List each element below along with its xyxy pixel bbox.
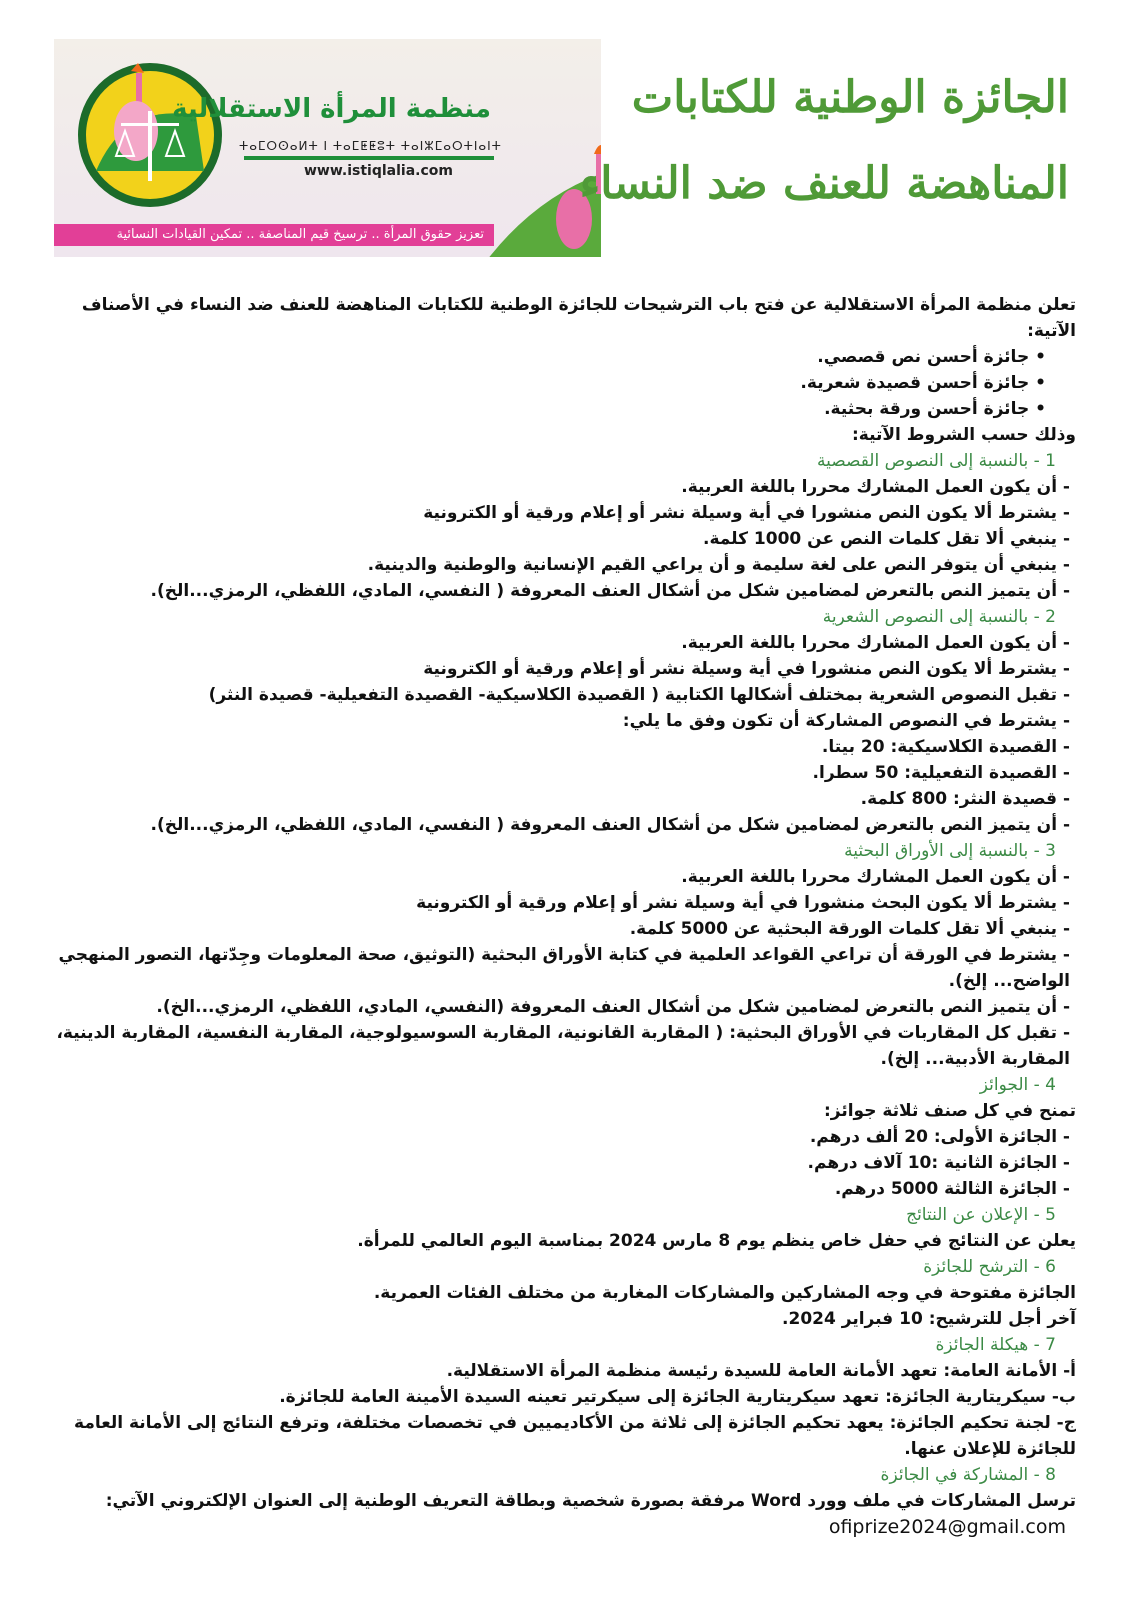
results-text: يعلن عن النتائج في حفل خاص ينظم يوم 8 مارس 2024 بمناسبة اليوم العالمي للمرأة. xyxy=(357,1231,1076,1251)
intro-text: تعلن منظمة المرأة الاستقلالية عن فتح باب الترشيحات للجائزة الوطنية للكتابات المناهضة للعنف ضد النساء في الأصناف الآتية: xyxy=(81,295,1076,341)
condition-item: - يشترط ألا يكون النص منشورا في أية وسيلة نشر أو إعلام ورقية أو الكترونية xyxy=(423,503,1070,523)
header-banner xyxy=(54,39,601,257)
condition-item: - يشترط ألا يكون النص منشورا في أية وسيلة نشر أو إعلام ورقية أو الكترونية xyxy=(423,659,1070,679)
page-title-line2: المناهضة للعنف ضد النساء xyxy=(579,158,1069,209)
section-heading: 5 - الإعلان عن النتائج xyxy=(906,1205,1056,1225)
structure-item: أ- الأمانة العامة: تعهد الأمانة العامة للسيدة رئيسة منظمة المرأة الاستقلالية. xyxy=(446,1361,1076,1381)
conditions-intro: وذلك حسب الشروط الآتية: xyxy=(851,425,1076,445)
organization-name-arabic: منظمة المرأة الاستقلالية xyxy=(172,94,491,124)
banner-slogan: تعزيز حقوق المرأة .. ترسيخ قيم المناصفة .. تمكين القيادات النسائية xyxy=(54,224,494,246)
condition-item: - يشترط ألا يكون البحث منشورا في أية وسيلة نشر أو إعلام ورقية أو الكترونية xyxy=(416,893,1070,913)
section-heading: 8 - المشاركة في الجائزة xyxy=(880,1465,1056,1485)
condition-item: - ينبغي ألا تقل كلمات النص عن 1000 كلمة. xyxy=(702,529,1070,549)
section-heading: 6 - الترشح للجائزة xyxy=(923,1257,1056,1277)
section-heading: 4 - الجوائز xyxy=(979,1075,1056,1095)
condition-item: - القصيدة التفعيلية: 50 سطرا. xyxy=(812,763,1070,783)
prizes-intro: تمنح في كل صنف ثلاثة جوائز: xyxy=(823,1101,1076,1121)
prize-item: - الجائزة الثانية :10 آلاف درهم. xyxy=(807,1153,1070,1173)
prize-item: - الجائزة الثالثة 5000 درهم. xyxy=(834,1179,1070,1199)
page-title-line1: الجائزة الوطنية للكتابات xyxy=(631,72,1069,123)
submission-text: ترسل المشاركات في ملف وورد Word مرفقة بصورة شخصية وبطاقة التعريف الوطنية إلى العنوان الإلكتروني الآتي: xyxy=(105,1491,1076,1511)
eligibility-text: الجائزة مفتوحة في وجه المشاركين والمشاركات المغاربة من مختلف الفئات العمرية. xyxy=(373,1283,1076,1303)
deadline-text: آخر أجل للترشيح: 10 فبراير 2024. xyxy=(782,1309,1076,1329)
condition-item: - قصيدة النثر: 800 كلمة. xyxy=(860,789,1070,809)
organization-url: www.istiqlalia.com xyxy=(304,163,453,179)
category-item: • جائزة أحسن ورقة بحثية. xyxy=(824,399,1046,419)
condition-item: - أن يكون العمل المشارك محررا باللغة العربية. xyxy=(681,477,1070,497)
structure-item: ج- لجنة تحكيم الجائزة: يعهد تحكيم الجائزة إلى ثلاثة من الأكاديميين في تخصصات مختلفة، وترفع النتائج إلى الأمانة العامة للجائزة للإعلان عنها. xyxy=(74,1413,1076,1459)
condition-item: - أن يتميز النص بالتعرض لمضامين شكل من أشكال العنف المعروفة (النفسي، المادي، اللفظي، الرمزي...الخ). xyxy=(156,997,1070,1017)
announcement-body xyxy=(51,292,1076,1540)
condition-item: - أن يكون العمل المشارك محررا باللغة العربية. xyxy=(681,867,1070,887)
category-item: • جائزة أحسن نص قصصي. xyxy=(817,347,1046,367)
contact-email[interactable]: ofiprize2024@gmail.com xyxy=(828,1516,1066,1538)
condition-item: - أن يكون العمل المشارك محررا باللغة العربية. xyxy=(681,633,1070,653)
condition-item: - يشترط في الورقة أن تراعي القواعد العلمية في كتابة الأوراق البحثية (التوثيق، صحة المعلومات وجِدّتها، التصور المنهجي الواضح... إلخ). xyxy=(58,945,1070,991)
prize-item: - الجائزة الأولى: 20 ألف درهم. xyxy=(809,1127,1070,1147)
condition-item: - تقبل النصوص الشعرية بمختلف أشكالها الكتابية ( القصيدة الكلاسيكية- القصيدة التفعيلية- قصيدة النثر) xyxy=(208,685,1070,705)
section-heading: 2 - بالنسبة إلى النصوص الشعرية xyxy=(822,607,1056,627)
category-item: • جائزة أحسن قصيدة شعرية. xyxy=(800,373,1046,393)
organization-name-tifinagh: ⵜⴰⵎⵔⵙⴰⵍⵜ ⵏ ⵜⴰⵎⵟⵟⵓⵜ ⵜⴰⵏⵣⵎⴰⵔⵜⵏⴰⵏⵜ xyxy=(239,139,502,153)
condition-item: - يشترط في النصوص المشاركة أن تكون وفق ما يلي: xyxy=(622,711,1070,731)
structure-item: ب- سيكريتارية الجائزة: تعهد سيكريتارية الجائزة إلى سيكرتير تعينه السيدة الأمينة العامة للجائزة. xyxy=(279,1387,1076,1407)
organization-emblem-logo xyxy=(76,61,224,209)
banner-divider xyxy=(244,156,494,160)
section-heading: 3 - بالنسبة إلى الأوراق البحثية xyxy=(844,841,1056,861)
condition-item: - تقبل كل المقاربات في الأوراق البحثية: ( المقاربة القانونية، المقاربة السوسيولوجية، المقاربة النفسية، المقاربة الدينية، المقاربة الأدبية... إلخ). xyxy=(56,1023,1070,1069)
section-heading: 1 - بالنسبة إلى النصوص القصصية xyxy=(816,451,1056,471)
condition-item: - ينبغي ألا تقل كلمات الورقة البحثية عن 5000 كلمة. xyxy=(629,919,1070,939)
section-heading: 7 - هيكلة الجائزة xyxy=(935,1335,1056,1355)
condition-item: - ينبغي أن يتوفر النص على لغة سليمة و أن يراعي القيم الإنسانية والوطنية والدينية. xyxy=(367,555,1070,575)
condition-item: - أن يتميز النص بالتعرض لمضامين شكل من أشكال العنف المعروفة ( النفسي، المادي، اللفظي، الرمزي...الخ). xyxy=(150,581,1070,601)
condition-item: - أن يتميز النص بالتعرض لمضامين شكل من أشكال العنف المعروفة ( النفسي، المادي، اللفظي، الرمزي...الخ). xyxy=(150,815,1070,835)
condition-item: - القصيدة الكلاسيكية: 20 بيتا. xyxy=(821,737,1070,757)
